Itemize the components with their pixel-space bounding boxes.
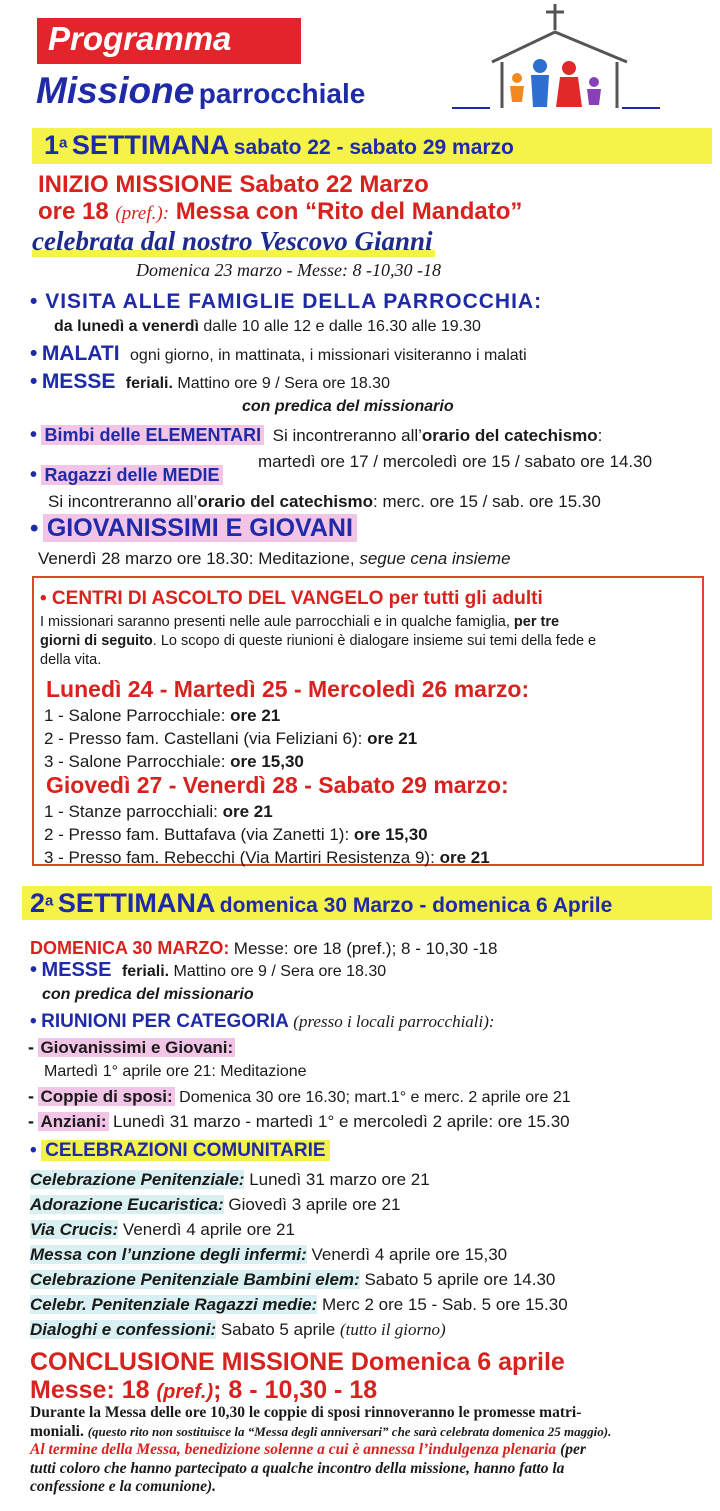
- group2-place: 1 - Stanze parrocchiali:: [44, 802, 218, 821]
- celebrazione-item: [30, 1292, 568, 1317]
- giov-text: Martedì 1° aprile ore 21: Meditazione: [44, 1063, 307, 1080]
- coppie-label: Coppie di sposi:: [40, 1087, 173, 1106]
- ragazzi-line: • Ragazzi delle MEDIE: [30, 464, 223, 487]
- conclusione-p5: confessione e la comunione).: [30, 1478, 216, 1495]
- week1-word: SETTIMANA: [71, 130, 230, 160]
- celebrata-vescovo: celebrata dal nostro Vescovo Gianni: [32, 226, 433, 256]
- parrocchiale-word: parrocchiale: [198, 78, 366, 109]
- group2-place: 2 - Presso fam. Buttafava (via Zanetti 1):: [44, 825, 350, 844]
- conclusione-pref: (pref.): [156, 1381, 214, 1403]
- malati-label: MALATI: [41, 342, 120, 365]
- messe2-line: • MESSE feriali. Mattino ore 9 / Sera ore 18.30: [30, 959, 387, 981]
- group2-time: ore 15,30: [353, 825, 428, 844]
- messe2-predica: con predica del missionario: [42, 986, 254, 1003]
- celebrazione-item: [30, 1217, 568, 1242]
- celebrazione-item: [30, 1317, 568, 1342]
- giov-label: Giovanissimi e Giovani:: [40, 1038, 234, 1057]
- conclusione-p3: [30, 1441, 705, 1460]
- bimbi-days: martedì ore 17 / mercoledì ore 15 / sabato ore 14.30: [258, 452, 653, 471]
- week2-sup: a: [45, 892, 54, 910]
- centri-intro2-bold: giorni di seguito: [40, 633, 153, 649]
- week2-num: 2: [30, 888, 46, 918]
- bimbi-label: Bimbi delle ELEMENTARI: [41, 425, 264, 445]
- group1-time: ore 21: [367, 729, 418, 748]
- week1-dates: sabato 22 - sabato 29 marzo: [233, 136, 514, 159]
- programma-title: Programma: [48, 20, 232, 57]
- celebrazione-item: [30, 1167, 568, 1192]
- celebrazione-item: [30, 1267, 568, 1292]
- inizio-missione: INIZIO MISSIONE Sabato 22 Marzo: [38, 171, 429, 198]
- bimbi-text: Si incontreranno all’: [272, 426, 422, 445]
- conclusione-p2: [30, 1423, 705, 1442]
- group1-time: ore 21: [230, 706, 281, 725]
- missione-word: Missione: [36, 70, 195, 111]
- domenica30-text: Messe: ore 18 (pref.); 8 - 10,30 -18: [233, 939, 498, 958]
- coppie-line: - Coppie di sposi: Domenica 30 ore 16.30; mart.1° e merc. 2 aprile ore 21: [28, 1086, 571, 1106]
- ragazzi-days: : merc. ore 15 / sab. ore 15.30: [373, 492, 601, 511]
- bimbi-colon: :: [597, 426, 603, 445]
- conclusione-p3-red: Al termine della Messa, benedizione solenne a cui è annessa l’indulgenza plenaria: [30, 1441, 557, 1458]
- celebrazione-text: Sabato 5 aprile: [220, 1320, 336, 1339]
- riunioni-label: RIUNIONI PER CATEGORIA: [41, 1011, 289, 1032]
- anziani-text: Lunedì 31 marzo - martedì 1° e mercoledì 2 aprile: ore 15.30: [113, 1112, 570, 1131]
- messe1-predica: con predica del missionario: [242, 398, 454, 415]
- giovani-text-line: [38, 549, 511, 569]
- anziani-label: Anziani:: [40, 1112, 107, 1131]
- celebrazione-label: Via Crucis:: [30, 1220, 119, 1239]
- group1-place: 3 - Salone Parrocchiale:: [44, 752, 226, 771]
- visita-hours-line: [54, 318, 481, 336]
- riunioni-line: • RIUNIONI PER CATEGORIA (presso i locali parrocchiali):: [30, 1011, 495, 1032]
- ore18: ore 18: [38, 198, 109, 225]
- group1-place: 2 - Presso fam. Castellani (via Feliziani 6):: [44, 729, 363, 748]
- celebrazione-label: Dialoghi e confessioni:: [30, 1320, 217, 1339]
- domenica30-line: [30, 938, 497, 959]
- celebrazione-label: Celebrazione Penitenziale Bambini elem:: [30, 1270, 360, 1289]
- group1-item: [44, 750, 417, 773]
- page-title: [36, 70, 365, 112]
- conclusione-p3-rest: (per: [560, 1441, 586, 1458]
- messe2-feriali: feriali.: [121, 963, 170, 980]
- celebrazione-text: Venerdì 4 aprile ore 15,30: [311, 1245, 508, 1264]
- visita-days: da lunedì a venerdì: [54, 318, 199, 335]
- centri-intro1-text: I missionari saranno presenti nelle aule parrocchiali e in qualche famiglia,: [40, 614, 510, 630]
- giovani-label: GIOVANISSIMI E GIOVANI: [43, 514, 357, 542]
- centri-intro3: della vita.: [40, 652, 102, 668]
- giovani-text: Venerdì 28 marzo ore 18.30: Meditazione,: [38, 549, 355, 568]
- centri-intro1: [40, 614, 559, 630]
- riunioni-note: (presso i locali parrocchiali):: [293, 1012, 495, 1031]
- visita-label: VISITA ALLE FAMIGLIE DELLA PARROCCHIA:: [45, 290, 543, 313]
- visita-hours: dalle 10 alle 12 e dalle 16.30 alle 19.30: [203, 318, 481, 335]
- celebrazione-label: Adorazione Eucaristica:: [30, 1195, 224, 1214]
- centri-title: • CENTRI DI ASCOLTO DEL VANGELO per tutti gli adulti: [40, 588, 543, 609]
- group2-time: ore 21: [222, 802, 273, 821]
- centri-intro1-bold: per tre: [513, 614, 560, 630]
- celebrazioni-line: • CELEBRAZIONI COMUNITARIE: [30, 1140, 330, 1162]
- ore18-line: [38, 198, 522, 226]
- week2-dates: domenica 30 Marzo - domenica 6 Aprile: [219, 894, 613, 917]
- coppie-text: Domenica 30 ore 16.30; mart.1° e merc. 2 aprile ore 21: [179, 1089, 571, 1106]
- ragazzi-text: Si incontreranno all’: [48, 492, 198, 511]
- week2-word: SETTIMANA: [57, 888, 216, 918]
- bimbi-orario: orario del catechismo: [421, 426, 598, 445]
- conclusione-title: CONCLUSIONE MISSIONE Domenica 6 aprile: [30, 1348, 565, 1376]
- week2-title: [30, 888, 612, 919]
- conclusione-messe-times: ; 8 - 10,30 - 18: [213, 1376, 378, 1404]
- celebrazione-note: (tutto il giorno): [339, 1320, 446, 1339]
- week1-title: [44, 130, 514, 161]
- conclusione-messe-label: Messe: 18: [30, 1376, 150, 1404]
- conclusione-messe: [30, 1376, 377, 1405]
- celebrazione-text: Venerdì 4 aprile ore 21: [122, 1220, 295, 1239]
- conclusione-p2b: (questo rito non sostituisce la “Messa degli anniversari” che sarà celebrata domenica 25 maggio).: [87, 1423, 612, 1439]
- ragazzi-label: Ragazzi delle MEDIE: [41, 465, 222, 485]
- domenica30-label: DOMENICA 30 MARZO:: [30, 938, 230, 958]
- group2-time: ore 21: [439, 848, 490, 867]
- group2-list: [44, 800, 490, 869]
- messe1-line: • MESSE feriali. Mattino ore 9 / Sera ore 18.30: [30, 370, 390, 393]
- church-icon: [452, 2, 662, 114]
- ragazzi-text-line: [48, 492, 601, 512]
- conclusione-p2a: moniali.: [30, 1422, 84, 1440]
- visita-title: • VISITA ALLE FAMIGLIE DELLA PARROCCHIA:: [30, 290, 543, 313]
- group2-place: 3 - Presso fam. Rebecchi (Via Martiri Resistenza 9):: [44, 848, 435, 867]
- messe2-text: Mattino ore 9 / Sera ore 18.30: [173, 963, 387, 980]
- celebrazione-item: [30, 1192, 568, 1217]
- giov-line: - Giovanissimi e Giovani:: [28, 1037, 234, 1057]
- celebrazioni-list: [30, 1167, 568, 1342]
- group2-item: [44, 800, 490, 823]
- celebrazione-text: Giovedì 3 aprile ore 21: [228, 1195, 401, 1214]
- celebrazioni-label: CELEBRAZIONI COMUNITARIE: [41, 1140, 329, 1161]
- centri-intro2: [40, 633, 596, 649]
- messa-rito: Messa con “Rito del Mandato”: [175, 198, 523, 225]
- group2-item: [44, 823, 490, 846]
- domenica23: Domenica 23 marzo - Messe: 8 -10,30 -18: [136, 260, 441, 280]
- malati-text: ogni giorno, in mattinata, i missionari visiteranno i malati: [130, 347, 527, 364]
- church-family-logo: [452, 2, 662, 114]
- week1-num: 1: [44, 130, 60, 160]
- group1-title: Lunedì 24 - Martedì 25 - Mercoledì 26 marzo:: [46, 676, 530, 702]
- conclusione-p1: Durante la Messa delle ore 10,30 le coppie di sposi rinnoveranno le promesse matri-: [30, 1404, 582, 1421]
- celebrazione-label: Celebrazione Penitenziale:: [30, 1170, 245, 1189]
- conclusione-p4: tutti coloro che hanno partecipato a qualche incontro della missione, hanno fatto la: [30, 1459, 565, 1477]
- messe1-feriali: feriali.: [125, 375, 173, 392]
- messe2-label: MESSE: [41, 959, 112, 981]
- anziani-line: - Anziani: Lunedì 31 marzo - martedì 1° e mercoledì 2 aprile: ore 15.30: [28, 1111, 570, 1131]
- group1-time: ore 15,30: [230, 752, 304, 771]
- conclusione-text: [30, 1404, 705, 1497]
- group2-title: Giovedì 27 - Venerdì 28 - Sabato 29 marzo:: [46, 772, 509, 798]
- giovani-cena: segue cena insieme: [359, 549, 511, 568]
- giovani-line: • GIOVANISSIMI E GIOVANI: [30, 514, 357, 543]
- celebrazione-text: Merc 2 ore 15 - Sab. 5 ore 15.30: [321, 1295, 568, 1314]
- group1-place: 1 - Salone Parrocchiale:: [44, 706, 226, 725]
- pref-note: (pref.):: [115, 203, 170, 224]
- messe1-label: MESSE: [41, 370, 116, 393]
- messe1-text: Mattino ore 9 / Sera ore 18.30: [177, 375, 390, 392]
- celebrazione-text: Sabato 5 aprile ore 14.30: [364, 1270, 556, 1289]
- bimbi-line: • Bimbi delle ELEMENTARI Si incontreranno all’orario del catechismo:: [30, 424, 603, 446]
- celebrazione-text: Lunedì 31 marzo ore 21: [249, 1170, 430, 1189]
- group1-item: [44, 727, 417, 750]
- ragazzi-orario: orario del catechismo: [197, 492, 374, 511]
- centri-intro2-text: . Lo scopo di queste riunioni è dialogare insieme sui temi della fede e: [152, 633, 597, 649]
- group1-item: [44, 704, 417, 727]
- group1-list: [44, 704, 417, 773]
- malati-line: • MALATI ogni giorno, in mattinata, i missionari visiteranno i malati: [30, 342, 527, 365]
- group2-item: [44, 846, 490, 869]
- celebrazione-item: [30, 1242, 568, 1267]
- week1-sup: a: [59, 134, 68, 152]
- celebrazione-label: Messa con l’unzione degli infermi:: [30, 1245, 307, 1264]
- celebrazione-label: Celebr. Penitenziale Ragazzi medie:: [30, 1295, 318, 1314]
